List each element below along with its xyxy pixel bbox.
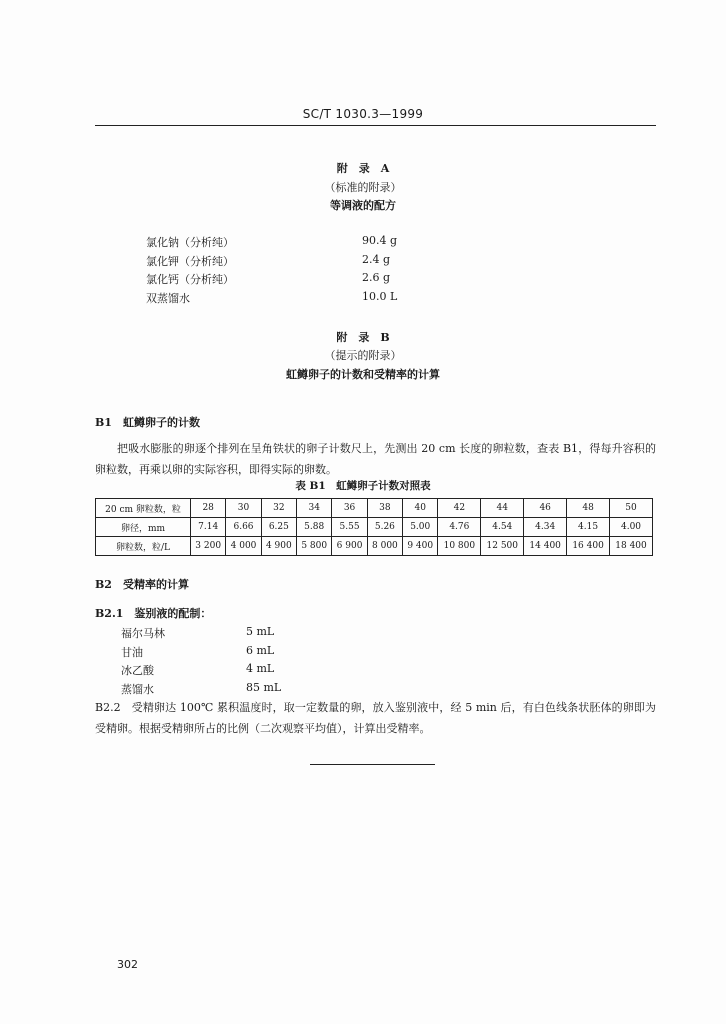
section-b1-heading: B1 虹鳟卵子的计数 — [95, 416, 200, 429]
solution-ingredient-name: 福尔马林 — [121, 627, 165, 640]
section-b21-heading: B2.1 鉴别液的配制： — [95, 607, 212, 620]
solution-ingredient-amount: 6 mL — [246, 644, 275, 657]
table-b1-caption: 表 B1 虹鳟卵子计数对照表 — [295, 480, 431, 492]
standard-number-header: SC/T 1030.3—1999 — [302, 107, 424, 121]
reagent-amount: 2.4 g — [362, 253, 391, 266]
table-cell: 6.25 — [261, 518, 296, 537]
header-rule — [95, 125, 656, 126]
table-cell: 8 000 — [367, 537, 402, 556]
reagent-name: 氯化钠（分析纯） — [146, 236, 234, 249]
table-cell: 6 900 — [332, 537, 367, 556]
row-header: 卵粒数，粒/L — [96, 537, 191, 556]
end-rule — [310, 764, 435, 765]
section-b2-heading: B2 受精率的计算 — [95, 578, 189, 591]
table-cell: 42 — [438, 499, 481, 518]
table-cell: 40 — [403, 499, 438, 518]
appendix-b-label: 附 录 B — [336, 331, 390, 344]
appendix-a-label: 附 录 A — [336, 162, 390, 175]
table-cell: 4 900 — [261, 537, 296, 556]
table-cell: 3 200 — [191, 537, 226, 556]
appendix-a-type: （标准的附录） — [324, 181, 402, 194]
appendix-b-title: 虹鳟卵子的计数和受精率的计算 — [286, 368, 440, 381]
reagent-name: 氯化钙（分析纯） — [146, 273, 234, 286]
solution-ingredient-amount: 5 mL — [246, 625, 275, 638]
table-cell: 7.14 — [191, 518, 226, 537]
section-b1-paragraph: 把吸水膨胀的卵逐个排列在呈角铁状的卵子计数尺上，先测出 20 cm 长度的卵粒数，查表 B1，得每升容积的卵粒数，再乘以卵的实际容积，即得实际的卵数。 — [95, 442, 656, 476]
page-number: 302 — [117, 958, 138, 971]
table-cell: 10 800 — [438, 537, 481, 556]
table-cell: 46 — [524, 499, 567, 518]
table-cell: 5.55 — [332, 518, 367, 537]
appendix-a-title: 等调液的配方 — [330, 199, 396, 212]
table-cell: 4.34 — [524, 518, 567, 537]
reagent-amount: 2.6 g — [362, 271, 391, 284]
table-cell: 4.54 — [481, 518, 524, 537]
reagent-name: 氯化钾（分析纯） — [146, 255, 234, 268]
table-row — [96, 537, 653, 556]
table-cell: 16 400 — [567, 537, 610, 556]
table-cell: 5.88 — [297, 518, 332, 537]
reagent-amount: 10.0 L — [362, 290, 398, 303]
table-cell: 4.15 — [567, 518, 610, 537]
table-cell: 30 — [226, 499, 261, 518]
appendix-b-type: （提示的附录） — [324, 349, 402, 362]
table-cell: 36 — [332, 499, 367, 518]
reagent-amount: 90.4 g — [362, 234, 398, 247]
table-cell: 5.26 — [367, 518, 402, 537]
table-cell: 18 400 — [610, 537, 653, 556]
table-row — [96, 518, 653, 537]
solution-ingredient-amount: 4 mL — [246, 662, 275, 675]
table-cell: 9 400 — [403, 537, 438, 556]
table-row — [96, 499, 653, 518]
table-cell: 38 — [367, 499, 402, 518]
solution-ingredient-name: 冰乙酸 — [121, 664, 154, 677]
table-cell: 4.00 — [610, 518, 653, 537]
table-cell: 12 500 — [481, 537, 524, 556]
row-header: 卵径，mm — [96, 518, 191, 537]
solution-ingredient-amount: 85 mL — [246, 681, 282, 694]
table-cell: 5.00 — [403, 518, 438, 537]
table-cell: 4 000 — [226, 537, 261, 556]
solution-ingredient-name: 蒸馏水 — [121, 683, 154, 696]
table-cell: 34 — [297, 499, 332, 518]
egg-count-table — [95, 498, 653, 556]
table-cell: 32 — [261, 499, 296, 518]
table-cell: 28 — [191, 499, 226, 518]
table-cell: 5 800 — [297, 537, 332, 556]
solution-ingredient-name: 甘油 — [121, 646, 143, 659]
reagent-name: 双蒸馏水 — [146, 292, 190, 305]
table-cell: 50 — [610, 499, 653, 518]
table-cell: 6.66 — [226, 518, 261, 537]
table-cell: 44 — [481, 499, 524, 518]
table-cell: 14 400 — [524, 537, 567, 556]
table-cell: 4.76 — [438, 518, 481, 537]
section-b22-paragraph: B2.2 受精卵达 100℃ 累积温度时，取一定数量的卵，放入鉴别液中，经 5 min 后，有白色线条状胚体的卵即为受精卵。根据受精卵所占的比例（二次观察平均值），计算出受精率。 — [95, 701, 656, 735]
table-cell: 48 — [567, 499, 610, 518]
row-header: 20 cm 卵粒数，粒 — [96, 499, 191, 518]
